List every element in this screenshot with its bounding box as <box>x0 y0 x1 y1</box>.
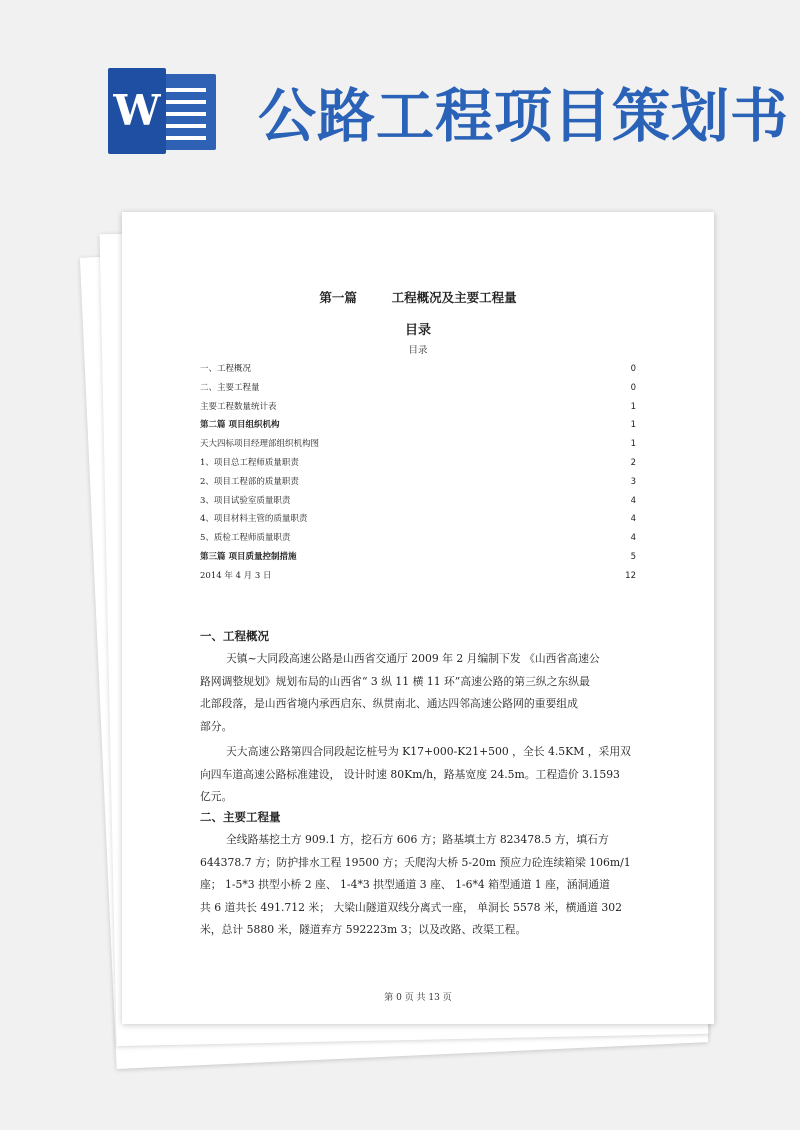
word-icon-line <box>160 124 206 128</box>
banner-header <box>0 0 800 200</box>
paragraph-line: 644378.7 方；防护排水工程 19500 方；夭爬沟大桥 5-20m 预应力砼连续箱梁 106m/1 <box>200 855 631 869</box>
word-icon-line <box>160 88 206 92</box>
word-icon-line <box>160 112 206 116</box>
paragraph-line: 部分。 <box>200 719 233 733</box>
toc-entry-label: 一、工程概况 <box>200 364 252 374</box>
toc-entry-page: 1 <box>630 401 636 412</box>
toc-entry[interactable] <box>200 492 636 511</box>
toc-entry-page: 12 <box>625 570 636 581</box>
toc-entry[interactable] <box>200 548 636 567</box>
toc-entry-page: 5 <box>630 551 636 562</box>
toc-entry-label: 主要工程数量统计表 <box>200 401 277 412</box>
toc-entry-label: 1、项目总工程师质量职责 <box>200 457 299 468</box>
paragraph-quantities <box>200 829 640 942</box>
section-heading-overview: 一、工程概况 <box>200 629 269 643</box>
toc-entry-label: 3、项目试验室质量职责 <box>200 495 291 506</box>
paragraph-line: 座； 1-5*3 拱型小桥 2 座、 1-4*3 拱型通道 3 座、 1-6*4 箱型通道 1 座，涵洞通道 <box>200 878 610 892</box>
toc-entry-page: 1 <box>630 439 636 450</box>
paragraph-line: 全线路基挖土方 909.1 方，挖石方 606 方；路基填土方 823478.5 方，填石方 <box>226 833 609 846</box>
page-title: 公路工程项目策划书 <box>258 82 790 150</box>
page-footer: 第 0 页 共 13 页 <box>384 993 452 1003</box>
toc-heading: 目录 <box>404 323 431 338</box>
toc-entry[interactable] <box>200 416 636 435</box>
toc-entry-page: 4 <box>630 495 636 506</box>
toc-entry-page: 4 <box>630 533 636 544</box>
toc-entry[interactable] <box>200 360 636 379</box>
paragraph-line: 向四车道高速公路标准建设， 设计时速 80Km/h，路基宽度 24.5m。工程造价 3.1593 <box>200 767 620 781</box>
toc-entry[interactable] <box>200 473 636 492</box>
chapter-title: 第一篇 工程概况及主要工程量 <box>319 290 517 305</box>
paragraph-overview-1 <box>200 648 640 738</box>
toc-entry-label: 5、质检工程师质量职责 <box>200 533 291 544</box>
paragraph-line: 路网调整规划》规划布局的山西省“ 3 纵 11 横 11 环”高速公路的第三纵之东纵最 <box>200 674 590 688</box>
document-page <box>122 212 714 1024</box>
toc-entry[interactable] <box>200 529 636 548</box>
toc-entry-page: 0 <box>630 382 636 393</box>
toc-entry-label: 第二篇 项目组织机构 <box>200 420 280 431</box>
word-icon-line <box>160 136 206 140</box>
word-icon-letter: W <box>108 68 166 154</box>
table-of-contents <box>200 360 636 586</box>
toc-entry[interactable] <box>200 454 636 473</box>
toc-entry-label: 二、主要工程量 <box>200 382 260 393</box>
toc-subheading: 目录 <box>408 345 428 356</box>
toc-entry[interactable] <box>200 379 636 398</box>
toc-entry-label: 2014 年 4 月 3 日 <box>200 570 272 581</box>
paragraph-line: 亿元。 <box>200 790 233 804</box>
paragraph-line: 米，总计 5880 米，隧道弃方 592223m 3；以及改路、改渠工程。 <box>200 923 527 937</box>
word-icon-line <box>160 100 206 104</box>
toc-entry[interactable] <box>200 567 636 586</box>
toc-entry[interactable] <box>200 510 636 529</box>
toc-entry-page: 0 <box>630 364 636 374</box>
word-document-icon <box>108 68 220 154</box>
paragraph-overview-2 <box>200 741 640 809</box>
paragraph-line: 共 6 道共长 491.712 米； 大梁山隧道双线分离式一座， 单洞长 5578 米，横通道 302 <box>200 900 623 914</box>
paragraph-line: 北部段落，是山西省境内承西启东、纵贯南北、通达四邻高速公路网的重要组成 <box>200 697 578 711</box>
paragraph-line: 天大高速公路第四合同段起讫桩号为 K17+000-K21+500 ，全长 4.5KM ，采用双 <box>226 745 631 758</box>
toc-entry-page: 3 <box>630 476 636 487</box>
toc-entry-page: 2 <box>630 457 636 468</box>
toc-entry-label: 第三篇 项目质量控制措施 <box>200 551 297 562</box>
paragraph-line: 天镇~大同段高速公路是山西省交通厅 2009 年 2 月编制下发 《山西省高速公 <box>226 652 600 665</box>
toc-entry-page: 1 <box>630 420 636 431</box>
toc-entry-label: 2、项目工程部的质量职责 <box>200 476 299 487</box>
toc-entry[interactable] <box>200 398 636 417</box>
toc-entry[interactable] <box>200 435 636 454</box>
toc-entry-label: 天大四标项目经理部组织机构图 <box>200 439 320 450</box>
toc-entry-label: 4、项目材料主管的质量职责 <box>200 514 308 525</box>
toc-entry-page: 4 <box>630 514 636 525</box>
section-heading-quantities: 二、主要工程量 <box>200 810 281 824</box>
